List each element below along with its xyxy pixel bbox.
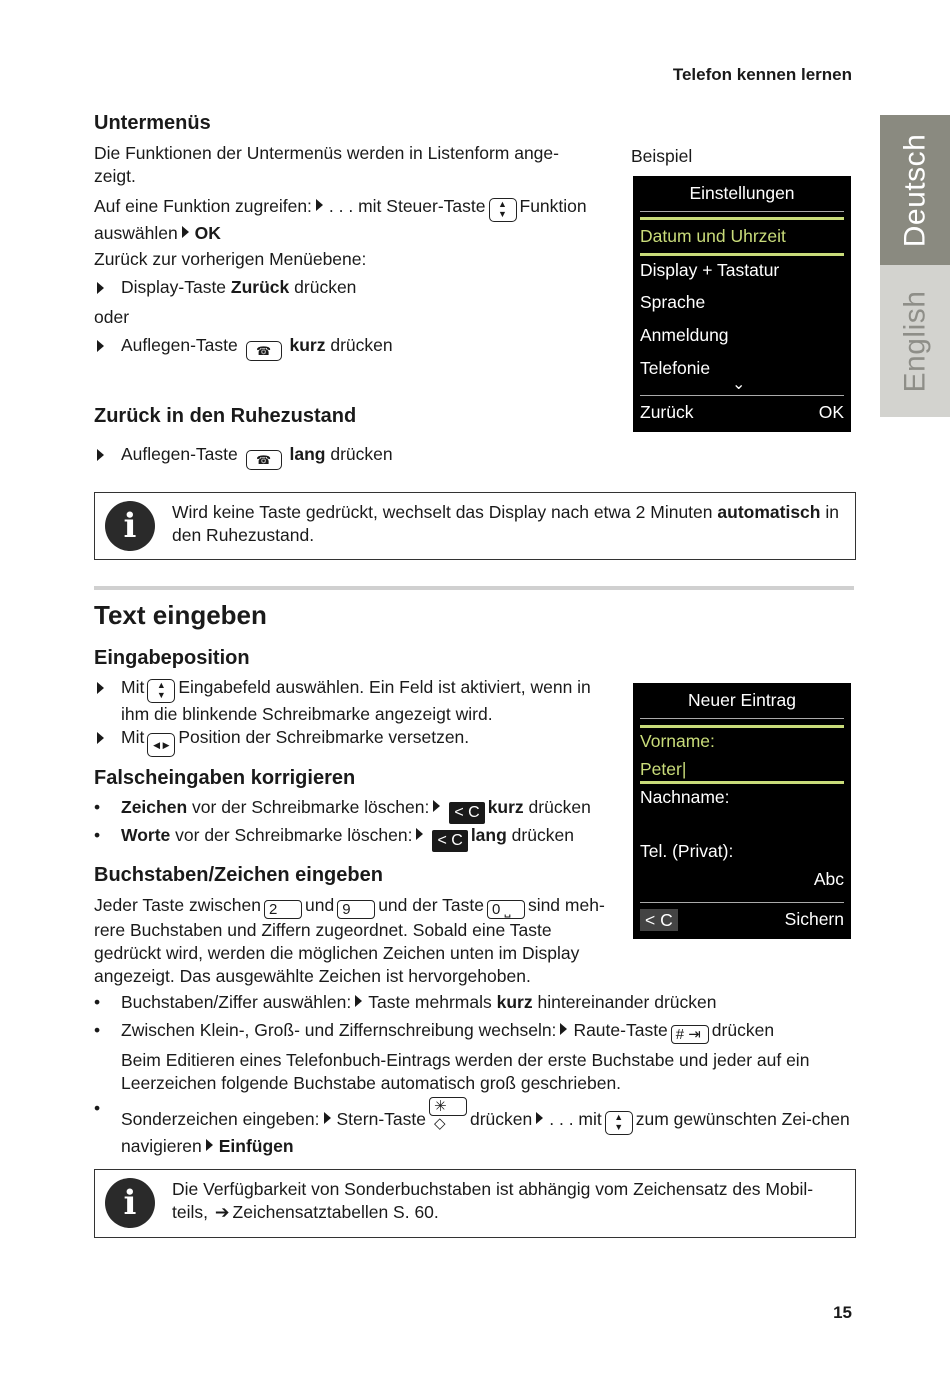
screen-divider <box>640 718 844 719</box>
bullet-dot: • <box>94 992 101 1012</box>
bullet-dot: • <box>94 797 101 817</box>
step-text-a: Display-Taste <box>121 277 227 297</box>
para-text-a: Jeder Taste zwischen <box>94 895 261 915</box>
nav-key-updown-icon: ▲ ▼ <box>489 198 517 222</box>
heading-falscheingaben: Falscheingaben korrigieren <box>94 767 356 789</box>
clear-key-icon: < C <box>432 830 467 852</box>
running-header: Telefon kennen lernen <box>672 65 852 84</box>
bullet-text-c: drücken <box>711 1020 775 1040</box>
info-text-a: Die Verfügbarkeit von Sonderbuchstaben ist abhängig vom Zeichensatz des Mobil-teils, <box>172 1179 814 1222</box>
bullet-delete-char <box>94 796 591 824</box>
access-text-b: . . . mit Steuer-Taste <box>328 196 486 216</box>
step-arrow-icon <box>97 340 104 352</box>
screen-divider <box>640 211 844 212</box>
bullet-text-c: drücken <box>469 1109 533 1129</box>
bullet-text-b: vor der Schreibmarke löschen: <box>192 797 430 817</box>
reference-arrow-icon: ➔ <box>214 1202 230 1222</box>
info-icon: i <box>105 501 155 551</box>
bullet-text-b: Taste mehrmals <box>368 992 492 1012</box>
softkey-sichern[interactable]: Sichern <box>784 909 844 929</box>
arrow-icon <box>316 199 323 211</box>
para-text-d: sind meh-rere Buchstaben und Ziffern zugeordnet. Sobald eine Taste gedrückt wird, werden die möglichen Zeichen unten im Display angezeigt. Das ausgewählte Zeichen ist hervorgehoben. <box>94 895 605 986</box>
info-text <box>172 501 845 547</box>
bullet-text-c: kurz <box>496 992 533 1012</box>
step-text-b: lang <box>289 444 326 464</box>
menu-item-datum[interactable]: Datum und Uhrzeit <box>640 226 786 246</box>
info-text-b: automatisch <box>717 502 821 522</box>
bullet-select-letter <box>94 991 717 1014</box>
info-text <box>172 1178 845 1224</box>
paragraph-back: Zurück zur vorherigen Menüebene: <box>94 249 367 269</box>
step-arrow-icon <box>97 682 104 694</box>
softkey-clear[interactable]: < C <box>640 909 678 931</box>
key-9-icon: 9 <box>337 900 375 919</box>
bullet-text-c: lang <box>470 825 507 845</box>
bullet-switch-case <box>94 1019 856 1095</box>
field-vorname-input[interactable]: Peter| <box>640 759 687 779</box>
bullet-text-c: kurz <box>487 797 524 817</box>
screen-divider <box>640 902 844 903</box>
arrow-icon <box>536 1112 543 1124</box>
screen-highlight <box>640 217 844 220</box>
step-text-a: Mit <box>121 677 145 697</box>
paragraph-untermenues: Die Funktionen der Untermenüs werden in Listenform ange-zeigt. <box>94 143 559 186</box>
nav-key-leftright-icon: ◀ ▶ <box>147 733 175 757</box>
bullet-text-d: . . . mit <box>549 1109 602 1129</box>
menu-item-anmeldung[interactable]: Anmeldung <box>640 325 729 345</box>
step-text-a: Mit <box>121 727 145 747</box>
info-text-a: Wird keine Taste gedrückt, wechselt das Display nach etwa 2 Minuten <box>172 502 713 522</box>
bullet-text-e: zum gewünschten Zei-chen navigieren <box>121 1109 850 1156</box>
input-mode-indicator: Abc <box>813 869 844 889</box>
arrow-icon <box>433 800 440 812</box>
example-caption: Beispiel <box>631 146 693 166</box>
tab-english[interactable] <box>880 265 950 417</box>
key-2-icon: 2 <box>264 900 302 919</box>
bullet-dot: • <box>94 1098 101 1118</box>
bullet-text-a: Buchstaben/Ziffer auswählen: <box>121 992 352 1012</box>
screen-title: Einstellungen <box>689 183 795 203</box>
tab-deutsch[interactable] <box>880 115 950 265</box>
screen-divider <box>640 395 844 396</box>
oder-text: oder <box>94 307 130 327</box>
step-text-a: Auflegen-Taste <box>121 335 238 355</box>
bullet-dot: • <box>94 825 101 845</box>
key-0-icon: 0 ⎵ <box>487 900 525 919</box>
bullet-text-b: vor der Schreibmarke löschen: <box>175 825 413 845</box>
step-arrow-icon <box>97 732 104 744</box>
heading-buchstaben: Buchstaben/Zeichen eingeben <box>94 864 383 886</box>
softkey-zurueck[interactable]: Zurück <box>640 402 694 422</box>
tab-english-label: English <box>898 290 932 392</box>
arrow-icon <box>324 1112 331 1124</box>
arrow-icon <box>206 1139 213 1151</box>
nav-key-updown-icon: ▲ ▼ <box>147 679 175 703</box>
arrow-icon <box>416 828 423 840</box>
step-text-b: kurz <box>289 335 326 355</box>
bullet-text-b: Raute-Taste <box>573 1020 668 1040</box>
bullet-text-d: hintereinander drücken <box>537 992 717 1012</box>
info-link[interactable]: Zeichensatztabellen S. 60. <box>232 1202 439 1222</box>
page-number: 15 <box>833 1303 852 1322</box>
bullet-delete-word <box>94 824 574 852</box>
end-call-key-icon: ☎ <box>246 341 282 361</box>
field-vorname-label: Vorname: <box>640 731 715 751</box>
step-end-key-long <box>94 443 393 470</box>
bullet-special-chars <box>94 1097 856 1158</box>
bullet-text-f: Einfügen <box>218 1136 294 1156</box>
info-icon: i <box>105 1178 155 1228</box>
end-call-key-icon: ☎ <box>246 450 282 470</box>
field-tel-label[interactable]: Tel. (Privat): <box>640 841 734 861</box>
info-box-charset <box>94 1169 856 1238</box>
heading-eingabeposition: Eingabeposition <box>94 647 250 669</box>
screen-title: Neuer Eintrag <box>688 690 796 710</box>
screen-highlight <box>640 253 844 256</box>
heading-ruhezustand: Zurück in den Ruhezustand <box>94 405 357 427</box>
bullet-text-d: drücken <box>511 825 574 845</box>
step-select-field <box>94 676 621 726</box>
paragraph-access <box>94 195 609 245</box>
screen-highlight <box>640 781 844 784</box>
bullet-text-d: drücken <box>528 797 591 817</box>
softkey-ok[interactable]: OK <box>818 402 844 422</box>
hash-key-icon: # ⇥ <box>671 1025 709 1044</box>
step-text-b: Position der Schreibmarke versetzen. <box>178 727 470 747</box>
bullet-dot: • <box>94 1020 101 1040</box>
bullet-text-b: Stern-Taste <box>336 1109 426 1129</box>
bullet-text-a: Sonderzeichen eingeben: <box>121 1109 320 1129</box>
bullet-text-a: Worte <box>121 825 171 845</box>
bullet-note: Beim Editieren eines Telefonbuch-Eintrags werden der erste Buchstabe und jeder auf ein Leerzeichen folgende Buchstabe automatisch groß geschrieben. <box>121 1050 810 1093</box>
bullet-text-a: Zwischen Klein-, Groß- und Ziffernschreibung wechseln: <box>121 1020 557 1040</box>
step-display-key <box>94 276 356 299</box>
menu-item-display[interactable]: Display + Tastatur <box>640 260 780 280</box>
step-text-b: Zurück <box>230 277 290 297</box>
arrow-icon <box>560 1023 567 1035</box>
heading-untermenues: Untermenüs <box>94 112 211 134</box>
star-key-icon: ✳ ◇ <box>429 1097 467 1116</box>
bullet-text-a: Zeichen <box>121 797 188 817</box>
access-text-a: Auf eine Funktion zugreifen: <box>94 196 312 216</box>
clear-key-icon: < C <box>449 802 484 824</box>
ok-label: OK <box>194 223 221 243</box>
para-text-b: und <box>305 895 335 915</box>
entry-display <box>633 683 851 939</box>
step-end-key-short <box>94 334 393 361</box>
paragraph-keys <box>94 894 619 988</box>
step-arrow-icon <box>97 449 104 461</box>
info-box-auto <box>94 492 856 560</box>
step-text-c: drücken <box>330 335 393 355</box>
step-text-c: drücken <box>294 277 357 297</box>
arrow-icon <box>182 226 189 238</box>
screen-highlight <box>640 725 844 728</box>
step-text-c: drücken <box>330 444 393 464</box>
field-nachname-label[interactable]: Nachname: <box>640 787 730 807</box>
menu-item-telefonie[interactable]: Telefonie <box>640 358 711 378</box>
nav-key-4way-icon: ▲ ▼ <box>605 1111 633 1135</box>
para-text-c: und der Taste <box>378 895 484 915</box>
step-arrow-icon <box>97 282 104 294</box>
heading-text-eingeben: Text eingeben <box>94 600 267 630</box>
menu-item-sprache[interactable]: Sprache <box>640 292 706 312</box>
info-text-c: in den Ruhezustand. <box>172 502 839 545</box>
step-text-b: Eingabefeld auswählen. Ein Feld ist aktiviert, wenn in ihm die blinkende Schreibmarke angezeigt wird. <box>121 677 591 724</box>
access-text-c: Funktion auswählen <box>94 196 587 243</box>
step-text-a: Auflegen-Taste <box>121 444 238 464</box>
example-display <box>633 176 851 432</box>
arrow-icon <box>355 995 362 1007</box>
section-divider <box>94 586 854 590</box>
step-move-cursor <box>94 726 469 757</box>
scroll-down-icon: ⌄ <box>732 376 746 393</box>
tab-deutsch-label: Deutsch <box>898 133 932 247</box>
